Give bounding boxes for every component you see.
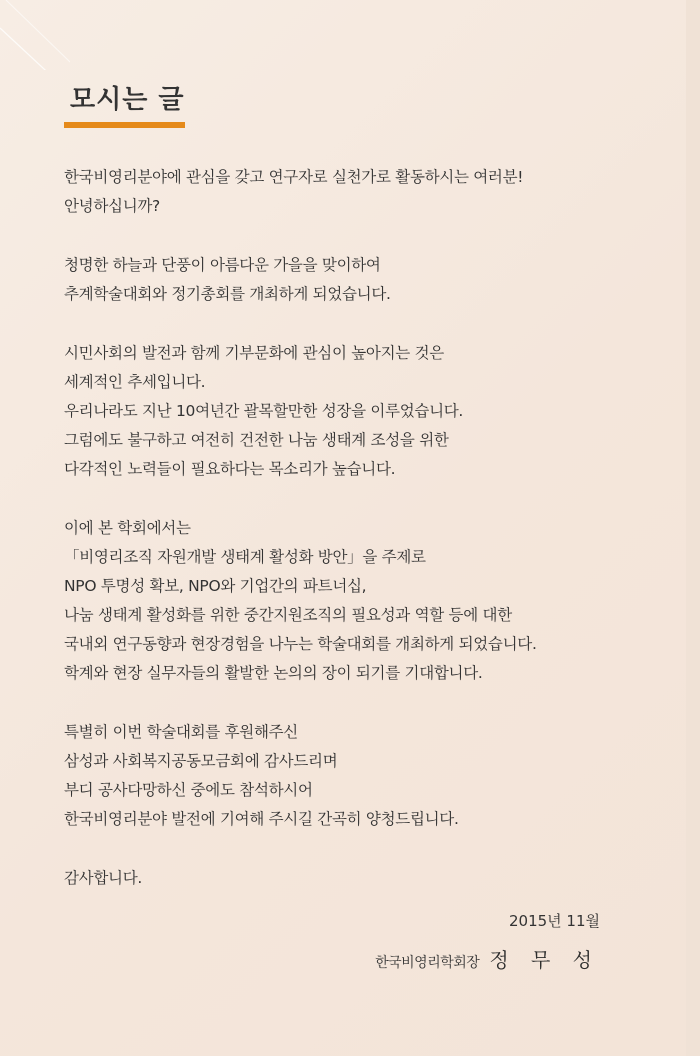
paragraph-line: 나눔 생태계 활성화를 위한 중간지원조직의 필요성과 역할 등에 대한 [64,606,512,624]
paragraph-line: 한국비영리분야에 관심을 갖고 연구자로 실천가로 활동하시는 여러분! [64,168,524,186]
paragraph-line: 학계와 현장 실무자들의 활발한 논의의 장이 되기를 기대합니다. [64,664,483,682]
paragraph-line: 그럼에도 불구하고 여전히 건전한 나눔 생태계 조성을 위한 [64,431,449,449]
signature [375,944,600,973]
paragraph-line: 감사합니다. [64,869,142,887]
paragraph [64,163,624,221]
heading [64,82,185,128]
paragraph [64,251,624,309]
signer-title: 한국비영리학회장 [375,955,480,971]
letter-date: 2015년 11월 [508,912,600,930]
paragraph-line: 우리나라도 지난 10여년간 괄목할만한 성장을 이루었습니다. [64,402,464,420]
paragraph-line: 세계적인 추세입니다. [64,373,206,391]
paragraph [64,864,624,893]
paragraph-line: 다각적인 노력들이 필요하다는 목소리가 높습니다. [64,460,396,478]
paragraph-line: 안녕하십니까? [64,197,160,215]
paragraph-line: NPO 투명성 확보, NPO와 기업간의 파트너십, [64,577,367,595]
paragraph-line: 국내외 연구동향과 현장경험을 나누는 학술대회를 개최하게 되었습니다. [64,635,537,653]
paragraph [64,339,624,484]
paragraph [64,718,624,834]
paragraph-line: 추계학술대회와 정기총회를 개최하게 되었습니다. [64,285,391,303]
title-underline [64,122,185,128]
paragraph-line: 부디 공사다망하신 중에도 참석하시어 [64,781,313,799]
page-title: 모시는 글 [70,85,185,115]
signer-name: 정 무 성 [489,948,600,972]
paragraph [64,514,624,688]
page-edge-strip [686,0,700,1056]
paragraph-line: 「비영리조직 자원개발 생태계 활성화 방안」을 주제로 [64,548,426,566]
paragraph-line: 한국비영리분야 발전에 기여해 주시길 간곡히 양청드립니다. [64,810,459,828]
paragraph-line: 이에 본 학회에서는 [64,519,191,537]
letter-body [64,163,624,923]
paragraph-line: 청명한 하늘과 단풍이 아름다운 가을을 맞이하여 [64,256,381,274]
paragraph-line: 삼성과 사회복지공동모금회에 감사드리며 [64,752,338,770]
paragraph-line: 특별히 이번 학술대회를 후원해주신 [64,723,298,741]
paragraph-line: 시민사회의 발전과 함께 기부문화에 관심이 높아지는 것은 [64,344,444,362]
